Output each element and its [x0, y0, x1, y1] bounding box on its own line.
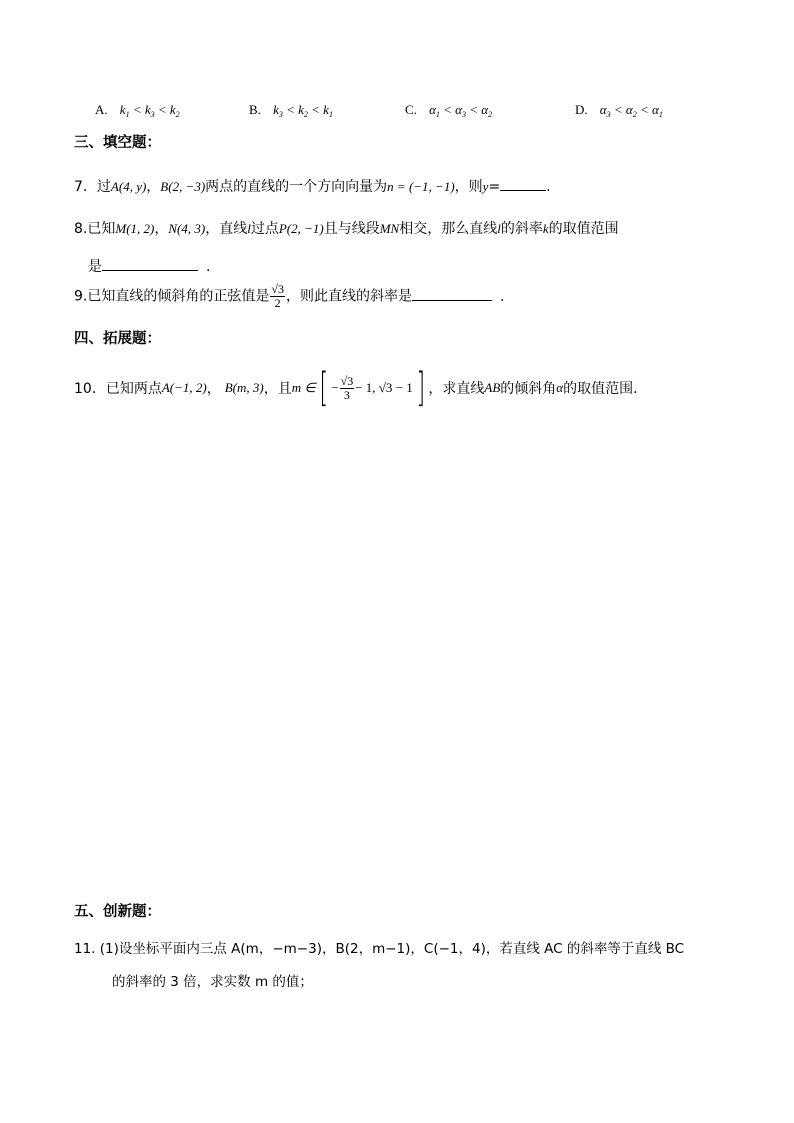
- option-d-label: D.: [575, 102, 588, 117]
- option-b-expr: $k_3 < k_2 < k_1$: [273, 102, 333, 119]
- left-bracket: [: [319, 365, 328, 411]
- question-8: 8.已知M(1, 2)，N(4, 3)，直线l过点P(2, −1)且与线段MN相交，那么直线l的斜率k的取值范围: [74, 221, 619, 237]
- question-8-line2: 是 .: [88, 259, 211, 275]
- question-11-line2: 的斜率的 3 倍，求实数 m 的值；: [112, 974, 313, 990]
- option-a: [95, 102, 180, 119]
- option-a-expr: $k_1 < k_3 < k_2$: [119, 102, 180, 119]
- option-c: [405, 102, 492, 119]
- question-9: 9.已知直线的倾斜角的正弦值是 $\frac{√3}{2}$ ，则此直线的斜率是 .: [74, 282, 505, 310]
- fraction: $\frac{√3}{2}$: [271, 282, 284, 310]
- question-11-line1: 11. (1)设坐标平面内三点 A(m，−m−3)，B(2，m−1)，C(−1，4)，若直线 AC 的斜率等于直线 BC: [74, 941, 685, 957]
- option-b-label: B.: [249, 102, 261, 117]
- question-10: 10．已知两点 A(−1, 2) ， B(m, 3) ，且 m ∈ [ − $\frac{√3}{3}$ − 1, √3 − 1 ] ，求直线 AB 的倾斜角 α 的取值范围.: [74, 365, 638, 411]
- option-b: [249, 102, 333, 119]
- option-c-label: C.: [405, 102, 417, 117]
- section-heading-innovation: 五、创新题：: [74, 904, 161, 920]
- option-d: [575, 102, 663, 119]
- answer-blank[interactable]: [102, 258, 198, 271]
- right-bracket: ]: [416, 365, 425, 411]
- fraction: $\frac{√3}{3}$: [340, 373, 354, 402]
- option-c-expr: $\alpha_1 < \alpha_3 < \alpha_2$: [429, 102, 493, 119]
- section-heading-fill-in: 三、填空题：: [74, 135, 161, 151]
- option-a-label: A.: [95, 102, 108, 117]
- section-heading-extension: 四、拓展题：: [74, 331, 161, 347]
- question-7: 7．过A(4, y)，B(2, −3)两点的直线的一个方向向量为n = (−1, −1)，则y= .: [74, 179, 551, 195]
- answer-blank[interactable]: [412, 288, 492, 301]
- answer-blank[interactable]: [500, 178, 546, 191]
- option-d-expr: $\alpha_3 < \alpha_2 < \alpha_1$: [599, 102, 663, 119]
